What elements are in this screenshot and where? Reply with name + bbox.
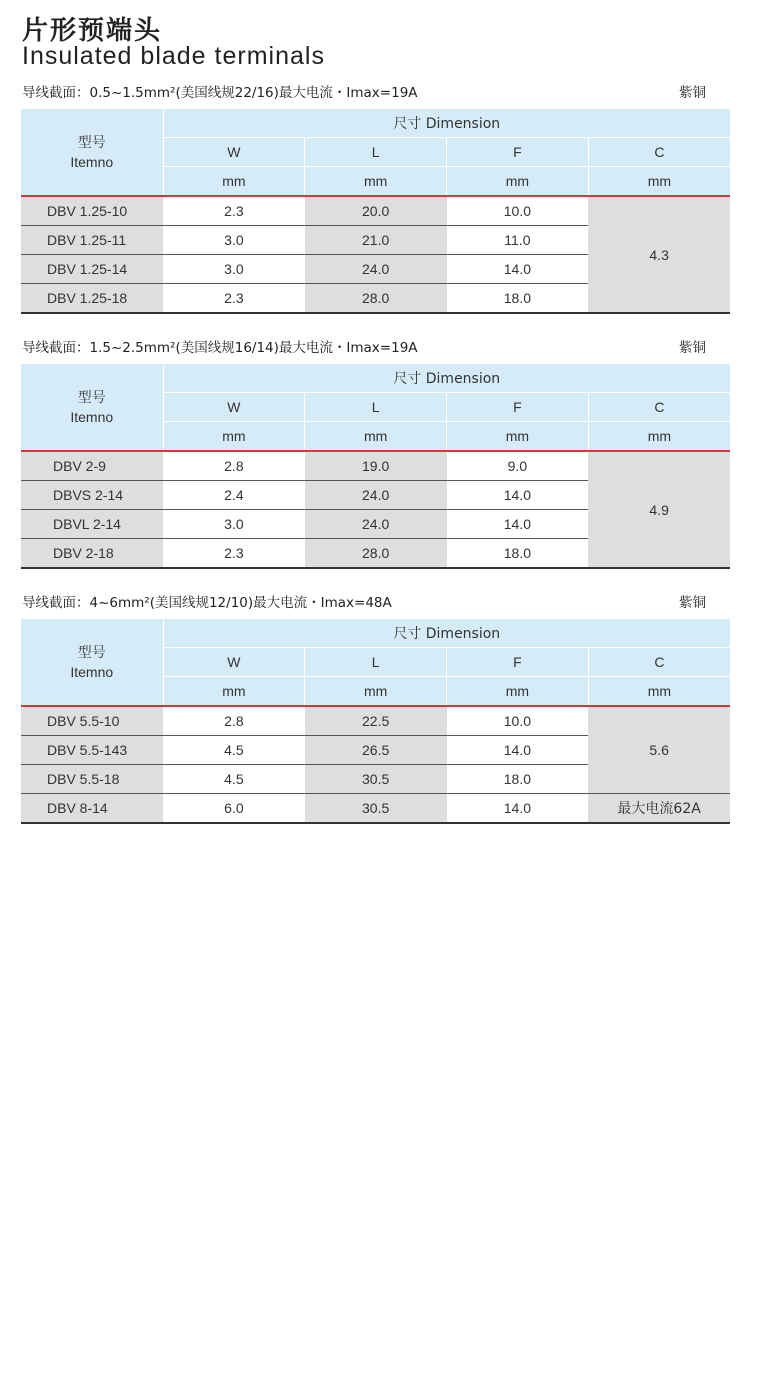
f-cell: 9.0: [447, 451, 589, 481]
section-header: [21, 335, 730, 361]
unit-label: mm: [163, 167, 305, 197]
col-w-header: W: [163, 138, 305, 167]
f-cell: 14.0: [447, 736, 589, 765]
col-c-header: C: [588, 648, 730, 677]
f-cell: 11.0: [447, 226, 589, 255]
unit-label: mm: [447, 422, 589, 452]
model-cell: DBVS 2-14: [21, 481, 163, 510]
model-cell: DBVL 2-14: [21, 510, 163, 539]
model-cell: DBV 2-9: [21, 451, 163, 481]
w-cell: 2.3: [163, 196, 305, 226]
unit-label: mm: [163, 677, 305, 707]
f-cell: 10.0: [447, 196, 589, 226]
page-title-cn: 片形预端头: [22, 16, 163, 46]
w-cell: 3.0: [163, 226, 305, 255]
wire-spec: 导线截面：1.5~2.5mm²(美国线规16/14)最大电流・Imax=19A: [22, 340, 418, 356]
model-cell: DBV 5.5-18: [21, 765, 163, 794]
unit-label: mm: [588, 677, 730, 707]
l-cell: 24.0: [305, 255, 447, 284]
l-cell: 19.0: [305, 451, 447, 481]
w-cell: 2.3: [163, 284, 305, 314]
l-cell: 28.0: [305, 284, 447, 314]
f-cell: 14.0: [447, 794, 589, 824]
l-cell: 28.0: [305, 539, 447, 569]
w-cell: 2.3: [163, 539, 305, 569]
w-cell: 4.5: [163, 736, 305, 765]
itemno-en: Itemno: [70, 408, 114, 425]
model-cell: DBV 5.5-143: [21, 736, 163, 765]
material-label: 紫铜: [679, 595, 706, 611]
spec-table: [21, 364, 730, 569]
col-w-header: W: [163, 648, 305, 677]
unit-label: mm: [305, 167, 447, 197]
l-cell: 22.5: [305, 706, 447, 736]
f-cell: 18.0: [447, 765, 589, 794]
l-cell: 30.5: [305, 765, 447, 794]
model-cell: DBV 1.25-18: [21, 284, 163, 314]
w-cell: 3.0: [163, 255, 305, 284]
itemno-en: Itemno: [70, 153, 114, 170]
wire-spec: 导线截面：0.5~1.5mm²(美国线规22/16)最大电流・Imax=19A: [22, 85, 418, 101]
c-cell: 4.3: [588, 196, 730, 313]
itemno-cn: 型号: [77, 389, 106, 406]
l-cell: 24.0: [305, 481, 447, 510]
dimension-header: 尺寸 Dimension: [163, 619, 730, 648]
f-cell: 14.0: [447, 255, 589, 284]
itemno-en: Itemno: [70, 663, 114, 680]
col-f-header: F: [447, 393, 589, 422]
dimension-header: 尺寸 Dimension: [163, 364, 730, 393]
unit-label: mm: [447, 677, 589, 707]
c-note-cell: 最大电流62A: [588, 794, 730, 824]
col-c-header: C: [588, 138, 730, 167]
model-cell: DBV 5.5-10: [21, 706, 163, 736]
f-cell: 14.0: [447, 510, 589, 539]
unit-label: mm: [163, 422, 305, 452]
f-cell: 18.0: [447, 284, 589, 314]
material-label: 紫铜: [679, 85, 706, 101]
spec-table: [21, 109, 730, 314]
col-w-header: W: [163, 393, 305, 422]
w-cell: 4.5: [163, 765, 305, 794]
section-header: [21, 80, 730, 106]
table-row: [21, 794, 730, 824]
unit-label: mm: [305, 422, 447, 452]
unit-label: mm: [588, 167, 730, 197]
itemno-header: [21, 364, 163, 451]
dimension-header: 尺寸 Dimension: [163, 109, 730, 138]
terminal-section-1: [21, 80, 730, 314]
model-cell: DBV 8-14: [21, 794, 163, 824]
page-title-en: Insulated blade terminals: [22, 42, 325, 70]
f-cell: 10.0: [447, 706, 589, 736]
unit-label: mm: [305, 677, 447, 707]
section-header: [21, 590, 730, 616]
w-cell: 3.0: [163, 510, 305, 539]
l-cell: 21.0: [305, 226, 447, 255]
l-cell: 20.0: [305, 196, 447, 226]
unit-label: mm: [588, 422, 730, 452]
c-cell: 4.9: [588, 451, 730, 568]
model-cell: DBV 1.25-10: [21, 196, 163, 226]
l-cell: 30.5: [305, 794, 447, 824]
col-c-header: C: [588, 393, 730, 422]
f-cell: 18.0: [447, 539, 589, 569]
col-l-header: L: [305, 393, 447, 422]
unit-label: mm: [447, 167, 589, 197]
terminal-section-3: [21, 590, 730, 824]
l-cell: 24.0: [305, 510, 447, 539]
col-l-header: L: [305, 648, 447, 677]
l-cell: 26.5: [305, 736, 447, 765]
col-f-header: F: [447, 138, 589, 167]
model-cell: DBV 1.25-11: [21, 226, 163, 255]
itemno-header: [21, 109, 163, 196]
col-f-header: F: [447, 648, 589, 677]
model-cell: DBV 2-18: [21, 539, 163, 569]
c-cell: 5.6: [588, 706, 730, 794]
w-cell: 2.8: [163, 451, 305, 481]
col-l-header: L: [305, 138, 447, 167]
f-cell: 14.0: [447, 481, 589, 510]
material-label: 紫铜: [679, 340, 706, 356]
itemno-cn: 型号: [77, 134, 106, 151]
table-row: [21, 451, 730, 481]
itemno-cn: 型号: [77, 644, 106, 661]
table-row: [21, 196, 730, 226]
terminal-section-2: [21, 335, 730, 569]
spec-table: [21, 619, 730, 824]
w-cell: 2.8: [163, 706, 305, 736]
wire-spec: 导线截面：4~6mm²(美国线规12/10)最大电流・Imax=48A: [22, 595, 392, 611]
w-cell: 2.4: [163, 481, 305, 510]
table-row: [21, 706, 730, 736]
w-cell: 6.0: [163, 794, 305, 824]
itemno-header: [21, 619, 163, 706]
model-cell: DBV 1.25-14: [21, 255, 163, 284]
